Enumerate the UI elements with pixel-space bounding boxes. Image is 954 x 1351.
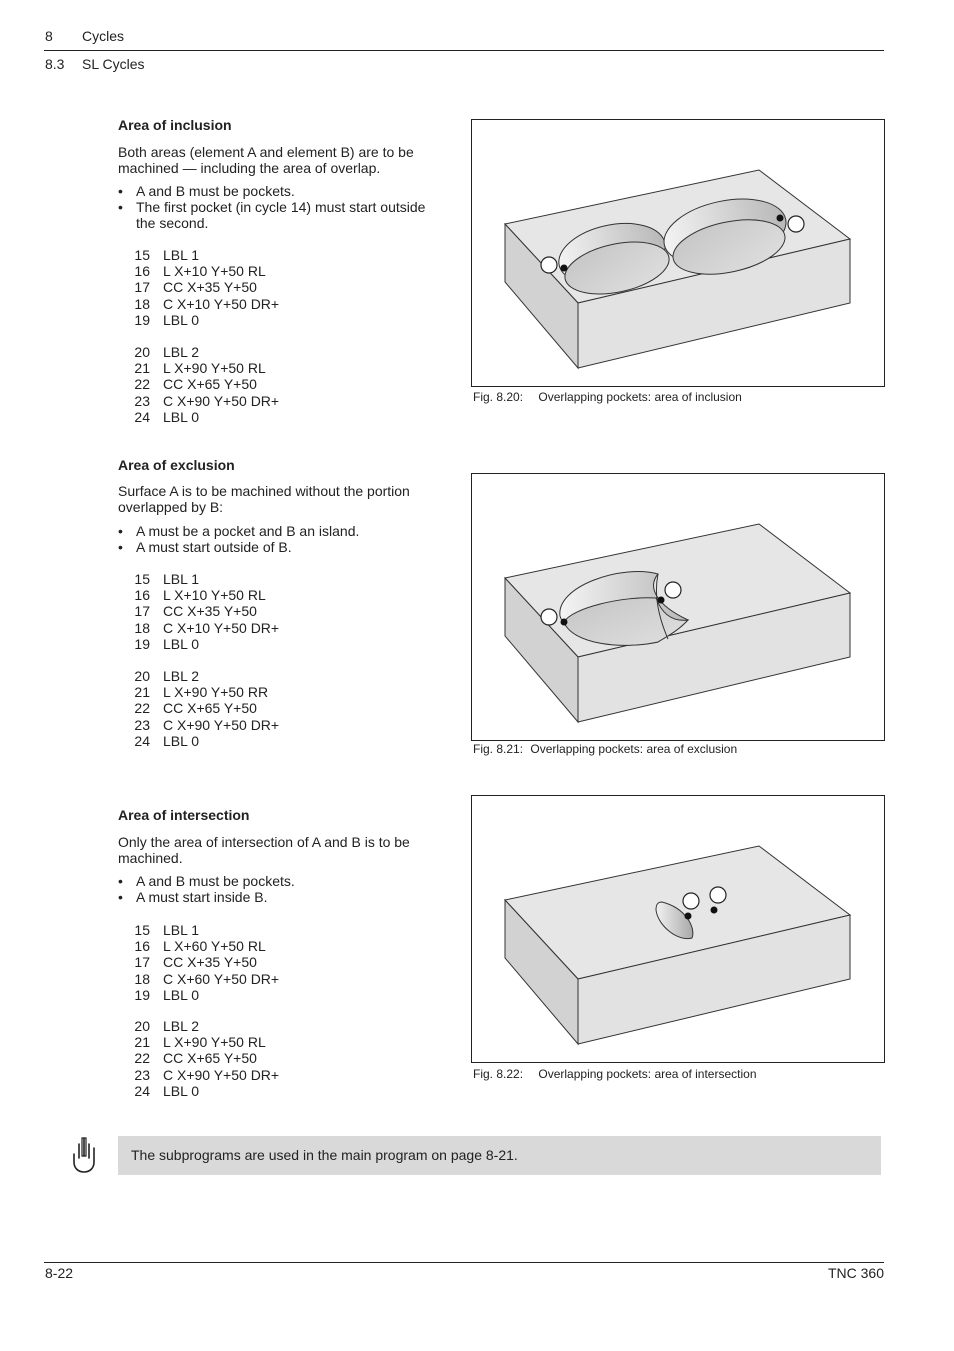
code-line xyxy=(118,1067,279,1083)
code-line xyxy=(118,393,279,409)
line-number: 19 xyxy=(134,635,150,652)
line-code: L X+90 Y+50 RL xyxy=(163,360,266,377)
note-box xyxy=(118,1136,881,1175)
label-circle-a xyxy=(541,257,557,273)
line-code: CC X+65 Y+50 xyxy=(163,700,257,717)
chapter-title: Cycles xyxy=(82,28,125,44)
bullet-item: • A and B must be pockets. xyxy=(118,873,448,889)
inclusion-bullets xyxy=(118,183,448,231)
product-name: TNC 360 xyxy=(827,1265,884,1281)
caption-label: Fig. 8.21: xyxy=(473,742,524,756)
line-number: 23 xyxy=(134,1066,150,1083)
start-point-b xyxy=(711,907,718,914)
code-line xyxy=(118,684,279,700)
line-number: 22 xyxy=(134,1050,150,1067)
line-code: CC X+65 Y+50 xyxy=(163,376,257,393)
code-line xyxy=(118,603,279,619)
header-rule xyxy=(44,50,884,51)
line-number: 20 xyxy=(134,1018,150,1034)
intersection-code-block-1 xyxy=(118,922,279,1003)
label-circle-b xyxy=(665,582,681,598)
code-line xyxy=(118,733,279,749)
section-number: 8.3 xyxy=(45,56,65,72)
line-number: 24 xyxy=(134,1082,150,1099)
line-code: C X+90 Y+50 DR+ xyxy=(163,716,280,733)
line-code: C X+10 Y+50 DR+ xyxy=(163,619,280,636)
inclusion-description: Both areas (element A and element B) are to be machined — including the area of overlap. xyxy=(118,144,414,176)
caption-text: Overlapping pockets: area of inclusion xyxy=(538,390,742,404)
start-point-b xyxy=(658,597,665,604)
line-code: LBL 0 xyxy=(163,1082,200,1099)
exclusion-code-block-2 xyxy=(118,668,279,749)
code-line xyxy=(118,938,279,954)
line-number: 16 xyxy=(134,587,150,604)
bullet-item: • A must be a pocket and B an island. xyxy=(118,523,448,539)
figure-inclusion xyxy=(471,119,885,387)
figure-caption-inclusion xyxy=(473,390,742,404)
line-number: 16 xyxy=(134,938,150,955)
intersection-code-block-2 xyxy=(118,1018,279,1099)
code-line xyxy=(118,360,279,376)
code-line xyxy=(118,668,279,684)
chapter-number: 8 xyxy=(45,28,53,44)
footer-rule xyxy=(44,1262,884,1263)
code-line xyxy=(118,700,279,716)
start-point-a xyxy=(561,265,568,272)
line-number: 23 xyxy=(134,716,150,733)
code-line xyxy=(118,922,279,938)
inclusion-title: Area of inclusion xyxy=(118,117,232,133)
bullet-item: • A must start inside B. xyxy=(118,889,448,905)
exclusion-diagram xyxy=(472,474,884,740)
intersection-diagram xyxy=(472,796,884,1062)
code-line xyxy=(118,587,279,603)
caption-text: Overlapping pockets: area of intersection xyxy=(538,1067,757,1081)
line-code: L X+60 Y+50 RL xyxy=(163,938,266,955)
line-number: 21 xyxy=(134,684,150,701)
line-code: LBL 2 xyxy=(163,668,200,684)
line-number: 22 xyxy=(134,376,150,393)
figure-exclusion xyxy=(471,473,885,741)
intersection-title: Area of intersection xyxy=(118,807,250,823)
line-code: C X+60 Y+50 DR+ xyxy=(163,970,280,987)
line-code: C X+10 Y+50 DR+ xyxy=(163,295,280,312)
code-line xyxy=(118,1018,279,1034)
code-line xyxy=(118,344,279,360)
exclusion-title: Area of exclusion xyxy=(118,457,235,473)
caption-text: Overlapping pockets: area of exclusion xyxy=(530,742,738,756)
line-number: 20 xyxy=(134,344,150,360)
start-point-a xyxy=(561,619,568,626)
inclusion-diagram xyxy=(472,120,884,386)
line-code: LBL 1 xyxy=(163,247,200,263)
code-line xyxy=(118,717,279,733)
caption-label: Fig. 8.20: xyxy=(473,390,524,404)
line-number: 17 xyxy=(134,954,150,971)
label-circle-a xyxy=(683,893,699,909)
line-number: 17 xyxy=(134,603,150,620)
label-circle-b xyxy=(788,216,804,232)
caption-label: Fig. 8.22: xyxy=(473,1067,524,1081)
figure-caption-exclusion xyxy=(473,742,737,756)
line-number: 20 xyxy=(134,668,150,684)
exclusion-code-block-1 xyxy=(118,571,279,652)
code-line xyxy=(118,987,279,1003)
line-code: LBL 2 xyxy=(163,344,200,360)
intersection-bullets xyxy=(118,873,448,905)
bullet-item: • The first pocket (in cycle 14) must start outside the second. xyxy=(118,199,448,231)
code-line xyxy=(118,1034,279,1050)
line-code: LBL 0 xyxy=(163,408,200,425)
start-point-b xyxy=(777,215,784,222)
line-number: 18 xyxy=(134,619,150,636)
note-text: The subprograms are used in the main program on page 8-21. xyxy=(131,1147,518,1163)
inclusion-code-block-1 xyxy=(118,247,279,328)
line-code: CC X+35 Y+50 xyxy=(163,279,257,296)
code-line xyxy=(118,409,279,425)
line-number: 17 xyxy=(134,279,150,296)
line-number: 22 xyxy=(134,700,150,717)
pointing-hand-icon xyxy=(70,1136,98,1177)
code-line xyxy=(118,263,279,279)
code-line xyxy=(118,971,279,987)
line-number: 21 xyxy=(134,360,150,377)
code-line xyxy=(118,279,279,295)
line-code: L X+90 Y+50 RR xyxy=(163,684,269,701)
intersection-description: Only the area of intersection of A and B is to be machined. xyxy=(118,834,410,866)
line-number: 15 xyxy=(134,247,150,263)
line-number: 21 xyxy=(134,1034,150,1051)
start-point-a xyxy=(685,913,692,920)
line-number: 24 xyxy=(134,408,150,425)
line-number: 16 xyxy=(134,263,150,280)
code-line xyxy=(118,312,279,328)
exclusion-description: Surface A is to be machined without the portion overlapped by B: xyxy=(118,483,410,515)
line-code: LBL 2 xyxy=(163,1018,200,1034)
line-number: 18 xyxy=(134,970,150,987)
line-number: 19 xyxy=(134,986,150,1003)
line-code: LBL 0 xyxy=(163,986,200,1003)
line-number: 23 xyxy=(134,392,150,409)
line-code: CC X+65 Y+50 xyxy=(163,1050,257,1067)
line-code: LBL 1 xyxy=(163,571,200,587)
line-number: 24 xyxy=(134,732,150,749)
line-number: 15 xyxy=(134,922,150,938)
code-line xyxy=(118,954,279,970)
exclusion-bullets xyxy=(118,523,448,555)
line-code: CC X+35 Y+50 xyxy=(163,954,257,971)
line-code: LBL 0 xyxy=(163,311,200,328)
code-line xyxy=(118,636,279,652)
line-number: 19 xyxy=(134,311,150,328)
line-code: LBL 0 xyxy=(163,732,200,749)
code-line xyxy=(118,571,279,587)
line-code: LBL 0 xyxy=(163,635,200,652)
line-number: 18 xyxy=(134,295,150,312)
label-circle-a xyxy=(541,609,557,625)
code-line xyxy=(118,247,279,263)
line-code: L X+10 Y+50 RL xyxy=(163,263,266,280)
line-code: LBL 1 xyxy=(163,922,200,938)
code-line xyxy=(118,1083,279,1099)
line-code: L X+90 Y+50 RL xyxy=(163,1034,266,1051)
line-code: C X+90 Y+50 DR+ xyxy=(163,1066,280,1083)
page-number: 8-22 xyxy=(45,1265,74,1281)
code-line xyxy=(118,376,279,392)
bullet-item: • A and B must be pockets. xyxy=(118,183,448,199)
code-line xyxy=(118,296,279,312)
label-circle-b xyxy=(710,887,726,903)
inclusion-code-block-2 xyxy=(118,344,279,425)
line-code: CC X+35 Y+50 xyxy=(163,603,257,620)
code-line xyxy=(118,1050,279,1066)
figure-caption-intersection xyxy=(473,1067,757,1081)
code-line xyxy=(118,620,279,636)
bullet-item: • A must start outside of B. xyxy=(118,539,448,555)
figure-intersection xyxy=(471,795,885,1063)
line-number: 15 xyxy=(134,571,150,587)
section-title: SL Cycles xyxy=(82,56,145,72)
line-code: L X+10 Y+50 RL xyxy=(163,587,266,604)
line-code: C X+90 Y+50 DR+ xyxy=(163,392,280,409)
